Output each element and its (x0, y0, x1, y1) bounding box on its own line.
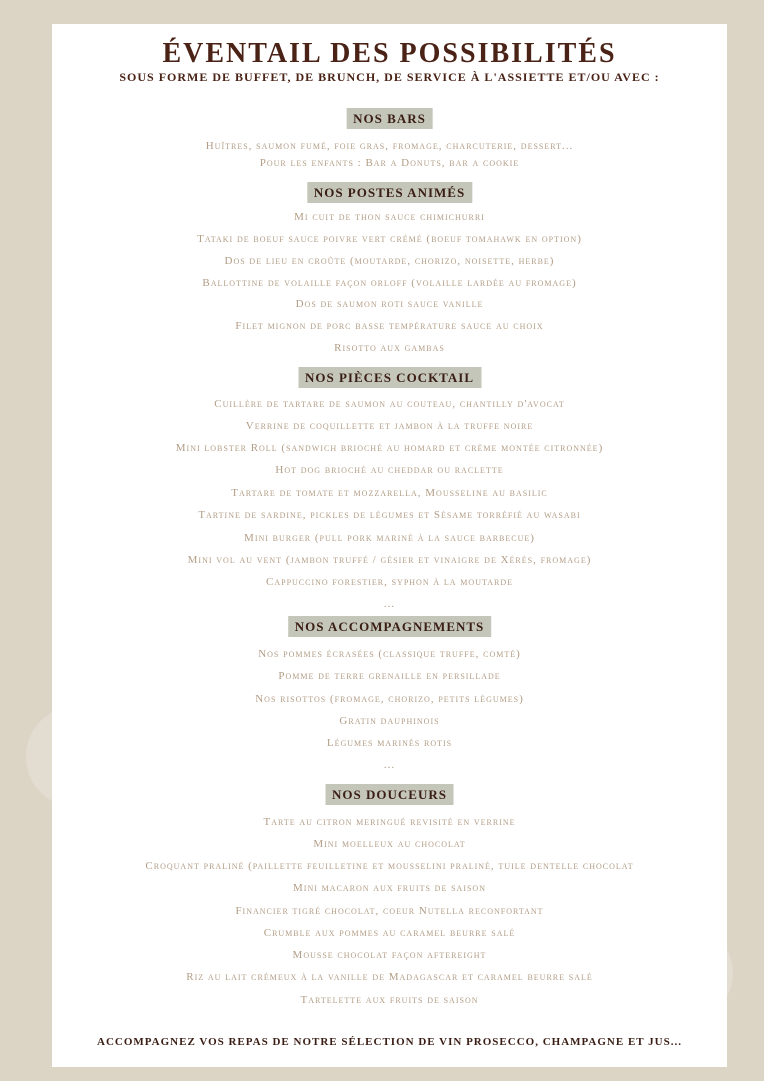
section-heading-bars: NOS BARS (346, 108, 433, 129)
list-item: Huîtres, saumon fumé, foie gras, fromage, charcuterie, dessert... (205, 140, 574, 152)
list-item: Ballottine de volaille façon orloff (volaille lardée au fromage) (202, 277, 577, 289)
list-item: Mi cuit de thon sauce chimichurri (294, 211, 485, 223)
list-item: Mini moelleux au chocolat (313, 838, 466, 850)
list-item: Cuillère de tartare de saumon au couteau, chantilly d'avocat (214, 398, 565, 410)
list-item: Risotto aux gambas (334, 342, 445, 354)
list-item: Croquant praliné (paillette feuilletine et mousselini praliné, tuile dentelle chocolat (145, 860, 634, 872)
list-item: Tartare de tomate et mozzarella, Mousseline au basilic (231, 487, 548, 499)
list-item: Financier tigré chocolat, coeur Nutella reconfortant (235, 905, 544, 917)
list-item: Mousse chocolat façon aftereight (292, 949, 487, 961)
list-item: Cappuccino forestier, syphon à la moutarde (266, 576, 513, 588)
section-heading-cocktail: NOS PIÈCES COCKTAIL (298, 367, 481, 388)
list-item: Mini lobster Roll (sandwich brioché au homard et crème montée citronnée) (175, 442, 604, 454)
list-item: Pomme de terre grenaille en persillade (278, 670, 501, 682)
list-item: Tartelette aux fruits de saison (300, 994, 479, 1006)
list-item: Gratin dauphinois (339, 715, 440, 727)
list-item: Tataki de boeuf sauce poivre vert crémé (boeuf tomahawk en option) (197, 233, 582, 245)
ellipsis: ... (383, 598, 396, 610)
page-subtitle: SOUS FORME DE BUFFET, DE BRUNCH, DE SERVICE À L'ASSIETTE ET/OU AVEC : (119, 70, 660, 84)
section-heading-postes: NOS POSTES ANIMÉS (307, 182, 472, 203)
menu-page (52, 24, 727, 1067)
list-item: Crumble aux pommes au caramel beurre salé (263, 927, 516, 939)
list-item: Légumes marinés rotis (326, 737, 453, 749)
footer-note: ACCOMPAGNEZ VOS REPAS DE NOTRE SÉLECTION DE VIN PROSECCO, CHAMPAGNE ET JUS... (97, 1036, 682, 1048)
list-item: Tarte au citron meringué revisité en verrine (263, 816, 516, 828)
list-item: Nos risottos (fromage, chorizo, petits légumes) (255, 693, 524, 705)
list-item: Riz au lait crémeux à la vanille de Madagascar et caramel beurre salé (186, 971, 593, 983)
page-title: ÉVENTAIL DES POSSIBILITÉS (162, 38, 617, 69)
list-item: Hot dog brioché au cheddar ou raclette (275, 464, 504, 476)
list-item: Verrine de coquillette et jambon à la truffe noire (245, 420, 534, 432)
ellipsis: ... (383, 759, 396, 771)
list-item: Dos de lieu en croûte (moutarde, chorizo, noisette, herbe) (224, 255, 555, 267)
list-item: Mini macaron aux fruits de saison (293, 882, 486, 894)
list-item: Dos de saumon roti sauce vanille (295, 298, 484, 310)
section-heading-douceurs: NOS DOUCEURS (325, 784, 454, 805)
list-item: Tartine de sardine, pickles de légumes et Sésame torréfié au wasabi (198, 509, 581, 521)
section-heading-accompagnements: NOS ACCOMPAGNEMENTS (288, 616, 492, 637)
list-item: Pour les enfants : Bar a Donuts, bar a cookie (259, 157, 520, 169)
list-item: Nos pommes écrasées (classique truffe, comté) (258, 648, 521, 660)
list-item: Filet mignon de porc basse température sauce au choix (235, 320, 544, 332)
list-item: Mini vol au vent (jambon truffé / gésier et vinaigre de Xérès, fromage) (187, 554, 592, 566)
list-item: Mini burger (pull pork mariné à la sauce barbecue) (244, 532, 535, 544)
